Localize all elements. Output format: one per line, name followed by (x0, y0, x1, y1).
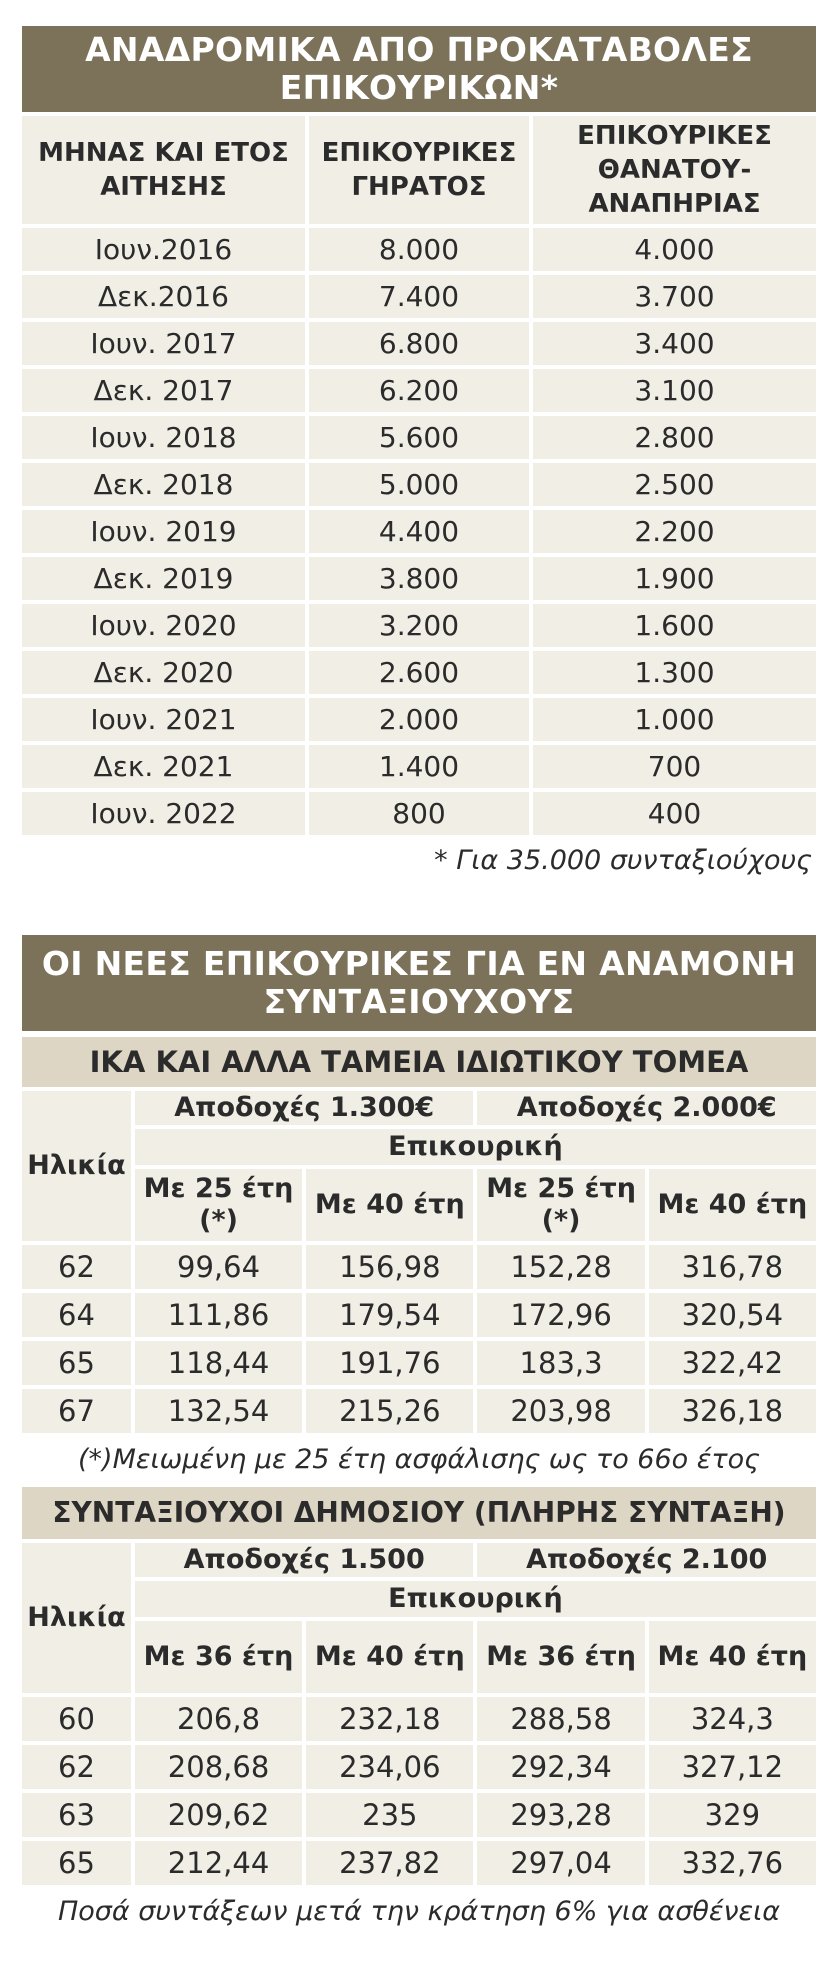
dimosio-epikouriki: Επικουρική (135, 1581, 816, 1617)
ika-col-1: Με 25 έτη (*) (135, 1169, 302, 1241)
table-cell: 6.800 (309, 322, 529, 365)
header-death-disability: ΕΠΙΚΟΥΡΙΚΕΣ ΘΑΝΑΤΟΥ-ΑΝΑΠΗΡΙΑΣ (533, 116, 816, 224)
table-row (22, 416, 816, 459)
table-cell: 2.500 (533, 463, 816, 506)
table-cell: 62 (22, 1745, 131, 1789)
section1-title (22, 26, 816, 112)
ika-col-4: Με 40 έτη (649, 1169, 816, 1241)
table-cell: 3.800 (309, 557, 529, 600)
table-cell: 324,3 (649, 1697, 816, 1741)
table-cell: 332,76 (649, 1841, 816, 1885)
table-cell: 208,68 (135, 1745, 302, 1789)
table-cell: 63 (22, 1793, 131, 1837)
table-cell: Δεκ. 2020 (22, 651, 305, 694)
table-cell: Ιουν. 2019 (22, 510, 305, 553)
dimosio-col-3: Με 36 έτη (477, 1621, 644, 1693)
table-row (22, 1793, 816, 1837)
table-cell: 209,62 (135, 1793, 302, 1837)
table-cell: 65 (22, 1841, 131, 1885)
page (0, 26, 826, 1982)
table-row (22, 1697, 816, 1741)
table-row (22, 604, 816, 647)
table-row (22, 369, 816, 412)
table-cell: 60 (22, 1697, 131, 1741)
table-cell: 212,44 (135, 1841, 302, 1885)
table-cell: 316,78 (649, 1245, 816, 1289)
table-cell: 5.000 (309, 463, 529, 506)
section1-title-line2: ΕΠΙΚΟΥΡΙΚΩΝ* (279, 68, 559, 107)
table-cell: 329 (649, 1793, 816, 1837)
section1-title-line1: ΑΝΑΔΡΟΜΙΚΑ ΑΠΟ ΠΡΟΚΑΤΑΒΟΛΕΣ (85, 30, 753, 69)
table-row (22, 651, 816, 694)
table-cell: 215,26 (306, 1389, 473, 1433)
table-cell: Δεκ. 2018 (22, 463, 305, 506)
table-cell: 320,54 (649, 1293, 816, 1337)
table-cell: 288,58 (477, 1697, 644, 1741)
section2-title-line1: ΟΙ ΝΕΕΣ ΕΠΙΚΟΥΡΙΚΕΣ ΓΙΑ ΕΝ ΑΝΑΜΟΝΗ (41, 944, 797, 983)
table-cell: 8.000 (309, 228, 529, 271)
table-row (22, 322, 816, 365)
table-row (22, 792, 816, 835)
table-cell: 118,44 (135, 1341, 302, 1385)
ika-col-2: Με 40 έτη (306, 1169, 473, 1241)
section2-title-line2: ΣΥΝΤΑΞΙΟΥΧΟΥΣ (263, 982, 575, 1021)
retroactive-table-header (22, 116, 816, 224)
section2-title (22, 935, 816, 1031)
header-month-year: ΜΗΝΑΣ ΚΑΙ ΕΤΟΣ ΑΙΤΗΣΗΣ (22, 116, 305, 224)
table-cell: 3.700 (533, 275, 816, 318)
table-cell: 1.600 (533, 604, 816, 647)
table-cell: 3.100 (533, 369, 816, 412)
ika-age-label: Ηλικία (22, 1091, 131, 1241)
dimosio-col-2: Με 40 έτη (306, 1621, 473, 1693)
table-cell: 4.000 (533, 228, 816, 271)
table-cell: 327,12 (649, 1745, 816, 1789)
table-cell: Ιουν. 2021 (22, 698, 305, 741)
table-cell: Δεκ.2016 (22, 275, 305, 318)
retroactive-table (18, 112, 820, 839)
table-row (22, 698, 816, 741)
ika-col-3: Με 25 έτη (*) (477, 1169, 644, 1241)
table-cell: 293,28 (477, 1793, 644, 1837)
table-row (22, 557, 816, 600)
ika-group-2000: Αποδοχές 2.000€ (477, 1091, 816, 1125)
table-cell: 234,06 (306, 1745, 473, 1789)
table-cell: 1.300 (533, 651, 816, 694)
table-cell: 7.400 (309, 275, 529, 318)
table-cell: 4.400 (309, 510, 529, 553)
dimosio-subhead: ΣΥΝΤΑΞΙΟΥΧΟΙ ΔΗΜΟΣΙΟΥ (ΠΛΗΡΗΣ ΣΥΝΤΑΞΗ) (22, 1487, 816, 1539)
table-cell: 132,54 (135, 1389, 302, 1433)
table-row (22, 510, 816, 553)
table-cell: 2.800 (533, 416, 816, 459)
header-old-age: ΕΠΙΚΟΥΡΙΚΕΣ ΓΗΡΑΤΟΣ (309, 116, 529, 224)
table-cell: 237,82 (306, 1841, 473, 1885)
table-cell: 172,96 (477, 1293, 644, 1337)
table-cell: 3.400 (533, 322, 816, 365)
dimosio-col-1: Με 36 έτη (135, 1621, 302, 1693)
table-cell: 326,18 (649, 1389, 816, 1433)
table-cell: Δεκ. 2021 (22, 745, 305, 788)
table-row (22, 463, 816, 506)
table-cell: 232,18 (306, 1697, 473, 1741)
table-cell: 6.200 (309, 369, 529, 412)
dimosio-col-4: Με 40 έτη (649, 1621, 816, 1693)
ika-epikouriki: Επικουρική (135, 1129, 816, 1165)
dimosio-group-1500: Αποδοχές 1.500 (135, 1543, 474, 1577)
table-cell: Ιουν. 2022 (22, 792, 305, 835)
table-row (22, 1341, 816, 1385)
table-cell: 1.900 (533, 557, 816, 600)
table-cell: 1.000 (533, 698, 816, 741)
table-cell: 297,04 (477, 1841, 644, 1885)
table-cell: 156,98 (306, 1245, 473, 1289)
table-cell: 183,3 (477, 1341, 644, 1385)
section1-footnote: * Για 35.000 συνταξιούχους (434, 845, 812, 876)
table-cell: 152,28 (477, 1245, 644, 1289)
table-cell: 179,54 (306, 1293, 473, 1337)
table-row (22, 1293, 816, 1337)
dimosio-age-label: Ηλικία (22, 1543, 131, 1693)
table-cell: 2.000 (309, 698, 529, 741)
table-row (22, 228, 816, 271)
table-cell: Ιουν. 2020 (22, 604, 305, 647)
table-cell: 206,8 (135, 1697, 302, 1741)
table-cell: 65 (22, 1341, 131, 1385)
ika-footnote: (*)Μειωμένη με 25 έτη ασφάλισης ως το 66ο έτος (78, 1444, 760, 1475)
table-row (22, 745, 816, 788)
table-cell: 800 (309, 792, 529, 835)
dimosio-table (18, 1539, 820, 1889)
table-row (22, 1389, 816, 1433)
table-cell: 322,42 (649, 1341, 816, 1385)
dimosio-footnote: Ποσά συντάξεων μετά την κράτηση 6% για ασθένεια (57, 1896, 781, 1927)
table-cell: 2.200 (533, 510, 816, 553)
ika-table (18, 1087, 820, 1437)
table-cell: 111,86 (135, 1293, 302, 1337)
table-cell: 62 (22, 1245, 131, 1289)
table-row (22, 275, 816, 318)
table-row (22, 1841, 816, 1885)
table-cell: 191,76 (306, 1341, 473, 1385)
table-cell: 67 (22, 1389, 131, 1433)
table-cell: 292,34 (477, 1745, 644, 1789)
table-cell: 2.600 (309, 651, 529, 694)
table-cell: Ιουν. 2017 (22, 322, 305, 365)
table-cell: 64 (22, 1293, 131, 1337)
table-cell: Ιουν. 2018 (22, 416, 305, 459)
table-cell: 400 (533, 792, 816, 835)
table-cell: 235 (306, 1793, 473, 1837)
ika-subhead: ΙΚΑ ΚΑΙ ΑΛΛΑ ΤΑΜΕΙΑ ΙΔΙΩΤΙΚΟΥ ΤΟΜΕΑ (22, 1037, 816, 1087)
table-cell: 99,64 (135, 1245, 302, 1289)
table-cell: 1.400 (309, 745, 529, 788)
table-cell: 203,98 (477, 1389, 644, 1433)
table-cell: 5.600 (309, 416, 529, 459)
table-cell: 700 (533, 745, 816, 788)
ika-group-1300: Αποδοχές 1.300€ (135, 1091, 474, 1125)
table-row (22, 1745, 816, 1789)
table-cell: 3.200 (309, 604, 529, 647)
dimosio-group-2100: Αποδοχές 2.100 (477, 1543, 816, 1577)
table-row (22, 1245, 816, 1289)
table-cell: Ιουν.2016 (22, 228, 305, 271)
table-cell: Δεκ. 2017 (22, 369, 305, 412)
table-cell: Δεκ. 2019 (22, 557, 305, 600)
